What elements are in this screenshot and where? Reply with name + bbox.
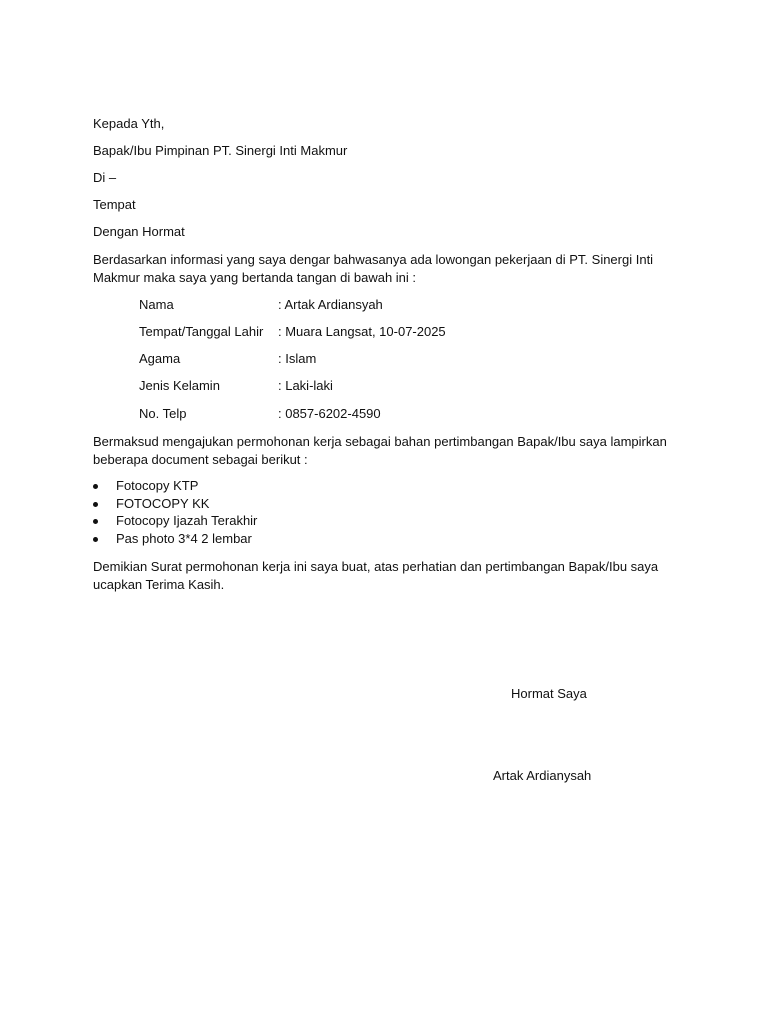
bullet-icon: [93, 502, 98, 507]
field-value: : 0857-6202-4590: [278, 406, 381, 421]
field-value: : Laki-laki: [278, 378, 333, 393]
purpose-line-2: beberapa document sebagai berikut :: [93, 452, 308, 467]
closing-line-2: ucapkan Terima Kasih.: [93, 577, 225, 592]
closing-paragraph: [93, 558, 675, 594]
di-line: Di –: [93, 170, 117, 185]
intro-line-2: Makmur maka saya yang bertanda tangan di bawah ini :: [93, 270, 417, 285]
purpose-paragraph: [93, 433, 675, 469]
regards: Hormat Saya: [511, 686, 587, 701]
field-label: Agama: [139, 351, 181, 366]
signer-name: Artak Ardianysah: [493, 768, 592, 783]
bullet-icon: [93, 519, 98, 524]
recipient: Bapak/Ibu Pimpinan PT. Sinergi Inti Makmur: [93, 143, 348, 158]
salutation: Dengan Hormat: [93, 224, 185, 239]
attachment-label: Fotocopy KTP: [116, 478, 199, 493]
attachment-label: FOTOCOPY KK: [116, 496, 210, 511]
field-label: Tempat/Tanggal Lahir: [139, 324, 264, 339]
attachment-label: Pas photo 3*4 2 lembar: [116, 531, 252, 546]
field-value: : Artak Ardiansyah: [278, 297, 383, 312]
greeting: Kepada Yth,: [93, 116, 165, 131]
intro-line-1: Berdasarkan informasi yang saya dengar bahwasanya ada lowongan pekerjaan di PT. Sinergi Inti: [93, 252, 654, 267]
field-value: : Muara Langsat, 10-07-2025: [278, 324, 446, 339]
purpose-line-1: Bermaksud mengajukan permohonan kerja sebagai bahan pertimbangan Bapak/Ibu saya lampirkan: [93, 434, 667, 449]
bullet-icon: [93, 484, 98, 489]
field-label: Jenis Kelamin: [139, 378, 220, 393]
place: Tempat: [93, 197, 136, 212]
intro-paragraph: [93, 251, 675, 287]
field-label: No. Telp: [139, 406, 187, 421]
field-label: Nama: [139, 297, 174, 312]
field-value: : Islam: [278, 351, 317, 366]
bullet-icon: [93, 537, 98, 542]
attachment-label: Fotocopy Ijazah Terakhir: [116, 513, 258, 528]
closing-line-1: Demikian Surat permohonan kerja ini saya buat, atas perhatian dan pertimbangan Bapak/Ibu saya: [93, 559, 659, 574]
